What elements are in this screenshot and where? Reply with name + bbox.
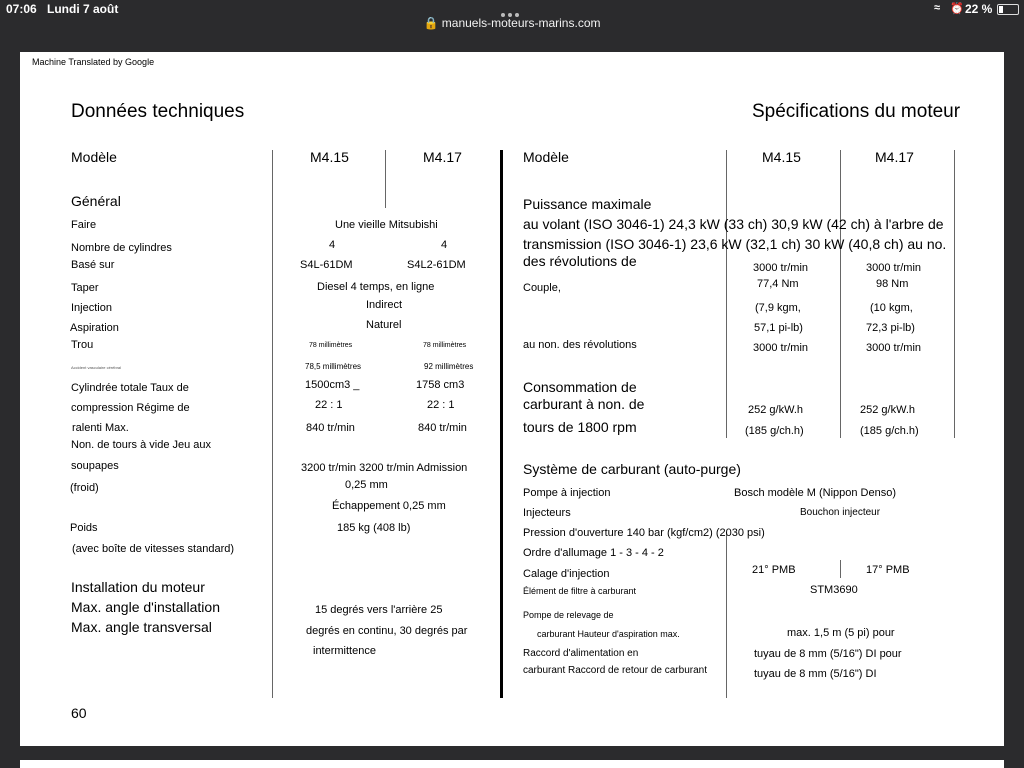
status-date: Lundi 7 août [47, 2, 119, 16]
spec-value: tuyau de 8 mm (5/16") DI [754, 668, 877, 680]
spec-text: des révolutions de [523, 253, 637, 269]
spec-label: Calage d'injection [523, 568, 610, 580]
spec-value: (7,9 kgm, [755, 302, 801, 314]
column-rule [840, 560, 841, 578]
spec-label: (froid) [70, 482, 99, 494]
spec-value: 57,1 pi-lb) [754, 322, 803, 334]
spec-label: ralenti Max. [72, 422, 129, 434]
spec-label: Élément de filtre à carburant [523, 586, 637, 596]
column-rule [272, 150, 273, 698]
column-rule [726, 532, 727, 698]
url-bar[interactable] [0, 16, 1024, 30]
spec-label: Couple, [523, 282, 561, 294]
section-heading: Consommation de [523, 379, 637, 395]
spec-label: au non. des révolutions [523, 339, 637, 351]
spec-value: tuyau de 8 mm (5/16") DI pour [754, 648, 902, 660]
alarm-icon: ⏰ [950, 3, 964, 15]
spec-label: Injection [71, 302, 112, 314]
spec-label: Nombre de cylindres [71, 242, 172, 254]
spec-value: Bosch modèle M (Nippon Denso) [734, 487, 897, 499]
spec-value: (185 g/ch.h) [860, 425, 919, 437]
spec-value: 72,3 pi-lb) [866, 322, 915, 334]
spec-value: Une vieille Mitsubishi [335, 219, 438, 231]
spec-value: 22 : 1 [315, 399, 343, 411]
spec-label: soupapes [71, 460, 119, 472]
spec-value: Naturel [366, 319, 402, 331]
battery-percent: 22 % [965, 2, 993, 16]
more-dots-icon[interactable] [501, 4, 523, 10]
spec-label: carburant Raccord de retour de carburant [523, 665, 707, 676]
spec-value: 3000 tr/min [866, 342, 922, 354]
spec-value: 78 millimètres [309, 342, 353, 349]
spec-label: Raccord d'alimentation en [523, 648, 639, 659]
spec-value: 4 [329, 239, 336, 251]
spec-text: Pression d'ouverture 140 bar (kgf/cm2) (2030 psi) [523, 527, 765, 539]
spec-value: 17° PMB [866, 564, 910, 576]
spec-value: 3000 tr/min [753, 262, 809, 274]
spec-value: 92 millimètres [424, 362, 474, 371]
page-number: 60 [71, 705, 87, 721]
spec-value: 78,5 millimètres [305, 362, 362, 371]
spec-value: 3000 tr/min [866, 262, 922, 274]
column-rule [385, 150, 386, 208]
spec-value: (10 kgm, [870, 302, 913, 314]
spec-label: Max. angle d'installation [71, 599, 220, 615]
spec-label: Accident vasculaire cérébral [71, 365, 122, 370]
next-page-edge [20, 760, 1004, 768]
spec-label: Pompe à injection [523, 487, 611, 499]
spec-label: Injecteurs [523, 507, 571, 519]
translated-note: Machine Translated by Google [32, 57, 155, 67]
battery-icon [997, 4, 1019, 15]
spec-value: degrés en continu, 30 degrés par [306, 625, 468, 637]
spec-label: Taper [71, 282, 99, 294]
spec-value: 252 g/kW.h [860, 404, 916, 416]
section-divider [500, 150, 503, 698]
spec-value: 840 tr/min [418, 422, 467, 434]
spec-value: 98 Nm [876, 278, 909, 290]
section-heading: Général [71, 193, 121, 209]
spec-text: au volant (ISO 3046-1) 24,3 kW (33 ch) 30,9 kW (42 ch) à l'arbre de [523, 216, 944, 232]
spec-value: 252 g/kW.h [748, 404, 804, 416]
spec-label: Cylindrée totale Taux de [71, 382, 189, 394]
section-heading: Système de carburant (auto-purge) [523, 461, 741, 477]
model-col-b: M4.17 [423, 149, 462, 165]
model-label: Modèle [71, 149, 117, 165]
section-heading: Puissance maximale [523, 196, 652, 212]
spec-value: 3200 tr/min 3200 tr/min Admission [301, 462, 468, 474]
spec-label: Pompe de relevage de [523, 610, 614, 620]
spec-value: 22 : 1 [427, 399, 455, 411]
spec-value: S4L2-61DM [407, 259, 466, 271]
lock-icon: 🔒 [423, 16, 439, 30]
spec-label: Basé sur [71, 259, 115, 271]
spec-value: 77,4 Nm [757, 278, 799, 290]
spec-value: STM3690 [810, 584, 858, 596]
url-text: manuels-moteurs-marins.com [441, 16, 601, 30]
spec-label: Non. de tours à vide Jeu aux [71, 439, 212, 451]
spec-value: 78 millimètres [423, 342, 467, 349]
document-page [20, 52, 1004, 746]
spec-value: Échappement 0,25 mm [332, 500, 446, 512]
spec-value: Indirect [366, 299, 403, 311]
model-col-a: M4.15 [762, 149, 801, 165]
spec-text: transmission (ISO 3046-1) 23,6 kW (32,1 ch) 30 kW (40,8 ch) au no. [523, 236, 947, 252]
spec-value: intermittence [313, 645, 376, 657]
spec-label: Faire [71, 219, 97, 231]
spec-value: 21° PMB [752, 564, 796, 576]
spec-value: max. 1,5 m (5 pi) pour [787, 627, 895, 639]
spec-label: Trou [71, 339, 94, 351]
section-heading: Installation du moteur [71, 579, 205, 595]
spec-value: 4 [441, 239, 448, 251]
spec-value: 3000 tr/min [753, 342, 809, 354]
wifi-icon: ≈ [934, 2, 941, 14]
spec-label: Max. angle transversal [71, 619, 212, 635]
column-rule [954, 150, 955, 438]
spec-value: Diesel 4 temps, en ligne [317, 281, 435, 293]
spec-value: 1758 cm3 [416, 379, 465, 391]
column-rule [726, 150, 727, 438]
model-col-b: M4.17 [875, 149, 914, 165]
left-title: Données techniques [71, 101, 245, 122]
spec-label: carburant Hauteur d'aspiration max. [537, 629, 680, 639]
status-time: 07:06 [6, 2, 37, 16]
spec-value: (185 g/ch.h) [745, 425, 804, 437]
model-label: Modèle [523, 149, 569, 165]
model-col-a: M4.15 [310, 149, 349, 165]
right-title: Spécifications du moteur [752, 101, 961, 122]
spec-value: 840 tr/min [306, 422, 355, 434]
spec-label: Aspiration [70, 322, 119, 334]
section-heading: carburant à non. de [523, 396, 645, 412]
spec-label: tours de 1800 rpm [523, 419, 637, 435]
spec-value: 1500cm3 _ [305, 379, 360, 391]
spec-text: Ordre d'allumage 1 - 3 - 4 - 2 [523, 547, 664, 559]
spec-label: Poids [70, 522, 98, 534]
spec-value: 185 kg (408 lb) [337, 522, 411, 534]
status-bar [0, 0, 1024, 36]
spec-label: (avec boîte de vitesses standard) [72, 543, 235, 555]
spec-value: Bouchon injecteur [800, 507, 881, 518]
spec-value: S4L-61DM [300, 259, 353, 271]
spec-value: 0,25 mm [345, 479, 388, 491]
spec-value: 15 degrés vers l'arrière 25 [315, 604, 443, 616]
spec-label: compression Régime de [71, 402, 190, 414]
column-rule [840, 150, 841, 438]
